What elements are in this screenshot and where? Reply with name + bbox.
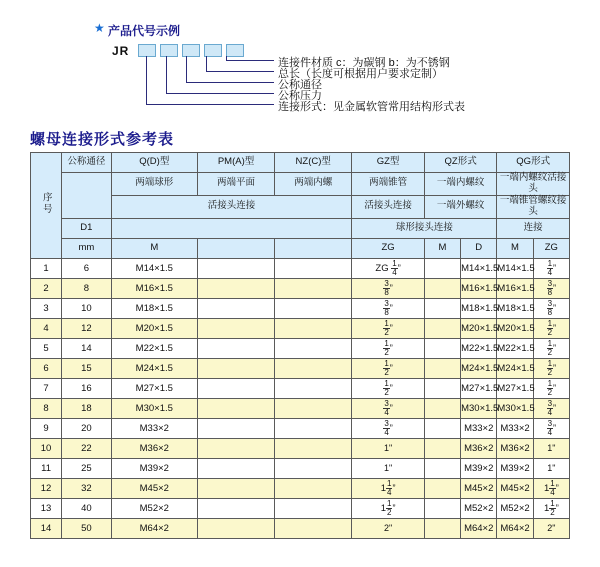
header-pma: PM(A)型 (197, 153, 274, 173)
cell-seq: 11 (31, 458, 62, 478)
cell-qg-m: M24×1.5 (497, 358, 533, 378)
legend-connection: 连接形式：见金属软管常用结构形式表 (278, 101, 465, 113)
cell-qg-m: M52×2 (497, 498, 533, 518)
cell-gz: $\frac{3}{4}$ ” (352, 398, 425, 418)
cell-nzc (275, 358, 352, 378)
cell-nzc (275, 438, 352, 458)
cell-qd: M27×1.5 (111, 378, 197, 398)
cell-nzc (275, 378, 352, 398)
cell-pma (197, 518, 274, 538)
cell-seq: 9 (31, 418, 62, 438)
table-row (31, 418, 570, 438)
table-row (31, 298, 570, 318)
cell-dn: 18 (62, 398, 112, 418)
table-row (31, 258, 570, 278)
cell-qg-zg: $\frac{1}{4}$ ” (533, 258, 569, 278)
header-qd: Q(D)型 (111, 153, 197, 173)
cell-dn: 10 (62, 298, 112, 318)
cell-qz-d: M45×2 (461, 478, 497, 498)
diagram-title: 产品代号示例 (108, 24, 181, 38)
table-row (31, 278, 570, 298)
cell-seq: 1 (31, 258, 62, 278)
header-unit-m2: M (424, 238, 460, 258)
header-connect: 连接 (497, 218, 570, 238)
cell-dn: 15 (62, 358, 112, 378)
cell-qz-m (424, 338, 460, 358)
leader-line-h4 (166, 93, 274, 94)
cell-gz: 1" (352, 458, 425, 478)
cell-dn: 50 (62, 518, 112, 538)
cell-qg-m: M27×1.5 (497, 378, 533, 398)
code-boxes (138, 44, 244, 57)
header-d1: D1 (62, 218, 112, 238)
leader-line-v4 (206, 56, 207, 72)
cell-dn: 12 (62, 318, 112, 338)
legend-pressure: 公称压力 (278, 90, 322, 102)
cell-qg-m: M20×1.5 (497, 318, 533, 338)
cell-qz-m (424, 298, 460, 318)
header-pma-sub: 两端平面 (197, 173, 274, 196)
cell-qz-m (424, 498, 460, 518)
cell-qg-m: M64×2 (497, 518, 533, 538)
header-dn-blank (62, 173, 112, 219)
cell-qg-zg: 2" (533, 518, 569, 538)
code-prefix: JR (112, 44, 130, 58)
cell-dn: 25 (62, 458, 112, 478)
cell-qg-zg: $\frac{3}{4}$ ” (533, 398, 569, 418)
leader-line-h2 (206, 71, 274, 72)
header-seq: 序号 (31, 153, 62, 259)
cell-nzc (275, 478, 352, 498)
cell-qd: M22×1.5 (111, 338, 197, 358)
cell-dn: 8 (62, 278, 112, 298)
cell-pma (197, 358, 274, 378)
cell-pma (197, 258, 274, 278)
cell-qg-m: M45×2 (497, 478, 533, 498)
cell-nzc (275, 498, 352, 518)
cell-qg-m: M14×1.5 (497, 258, 533, 278)
cell-pma (197, 318, 274, 338)
cell-qd: M36×2 (111, 438, 197, 458)
cell-qg-zg: 1 $\frac{1}{2}$ ” (533, 498, 569, 518)
header-unit-d: D (461, 238, 497, 258)
cell-qz-m (424, 458, 460, 478)
cell-seq: 4 (31, 318, 62, 338)
cell-gz: $\frac{3}{8}$ ” (352, 278, 425, 298)
cell-pma (197, 478, 274, 498)
leader-line-v3 (186, 56, 187, 83)
header-outer-thread: 一端外螺纹 (424, 195, 497, 218)
table-row (31, 438, 570, 458)
cell-qg-m: M18×1.5 (497, 298, 533, 318)
cell-qz-m (424, 278, 460, 298)
cell-gz: 1" (352, 438, 425, 458)
code-box-2 (160, 44, 178, 57)
cell-dn: 22 (62, 438, 112, 458)
cell-dn: 14 (62, 338, 112, 358)
cell-qz-d: M39×2 (461, 458, 497, 478)
product-code-diagram (0, 0, 600, 118)
cell-pma (197, 398, 274, 418)
cell-seq: 2 (31, 278, 62, 298)
cell-qz-m (424, 438, 460, 458)
cell-qg-zg: $\frac{1}{2}$ ” (533, 378, 569, 398)
cell-qz-m (424, 378, 460, 398)
header-unit-mm: mm (62, 238, 112, 258)
header-row-2 (31, 173, 570, 196)
table-row (31, 518, 570, 538)
cell-seq: 7 (31, 378, 62, 398)
cell-qg-m: M33×2 (497, 418, 533, 438)
cell-seq: 10 (31, 438, 62, 458)
cell-qd: M18×1.5 (111, 298, 197, 318)
code-box-3 (182, 44, 200, 57)
cell-nzc (275, 398, 352, 418)
cell-qz-m (424, 258, 460, 278)
nut-connection-table (30, 152, 570, 539)
cell-qg-zg: $\frac{3}{8}$ ” (533, 298, 569, 318)
cell-qg-zg: $\frac{3}{8}$ ” (533, 278, 569, 298)
cell-gz: $\frac{3}{8}$ ” (352, 298, 425, 318)
cell-gz: $\frac{1}{2}$ ” (352, 378, 425, 398)
legend-length: 总长（长度可根据用户要求定制） (278, 68, 443, 80)
table-row (31, 398, 570, 418)
cell-gz: $\frac{1}{2}$ ” (352, 358, 425, 378)
cell-qg-m: M22×1.5 (497, 338, 533, 358)
header-row-3 (31, 195, 570, 218)
header-blank-4 (111, 218, 352, 238)
table-row (31, 318, 570, 338)
header-union-connect-2: 活接头连接 (352, 195, 425, 218)
header-row-1 (31, 153, 570, 173)
cell-seq: 8 (31, 398, 62, 418)
header-nzc-sub: 两端内螺 (275, 173, 352, 196)
cell-nzc (275, 338, 352, 358)
header-unit-m3: M (497, 238, 533, 258)
cell-qz-d: M52×2 (461, 498, 497, 518)
cell-qd: M64×2 (111, 518, 197, 538)
cell-seq: 14 (31, 518, 62, 538)
cell-qg-zg: 1 $\frac{1}{4}$ ” (533, 478, 569, 498)
cell-qz-d: M14×1.5 (461, 258, 497, 278)
cell-qg-m: M30×1.5 (497, 398, 533, 418)
cell-gz: 1 $\frac{1}{4}$ ” (352, 478, 425, 498)
header-dn: 公称通径 (62, 153, 112, 173)
cell-nzc (275, 518, 352, 538)
cell-nzc (275, 278, 352, 298)
header-unit-zg2: ZG (533, 238, 569, 258)
cell-qg-zg: 1" (533, 458, 569, 478)
cell-qd: M24×1.5 (111, 358, 197, 378)
cell-dn: 32 (62, 478, 112, 498)
legend-diameter: 公称通径 (278, 79, 322, 91)
cell-qz-d: M18×1.5 (461, 298, 497, 318)
code-box-1 (138, 44, 156, 57)
header-unit-blank1 (197, 238, 274, 258)
table-row (31, 378, 570, 398)
header-gz-sub: 两端锥管 (352, 173, 425, 196)
cell-nzc (275, 258, 352, 278)
cell-qz-d: M33×2 (461, 418, 497, 438)
cell-nzc (275, 458, 352, 478)
header-taper-thread: 一端锥管螺纹接头 (497, 195, 570, 218)
header-gz: GZ型 (352, 153, 425, 173)
cell-seq: 3 (31, 298, 62, 318)
header-unit-blank2 (275, 238, 352, 258)
header-qg: QG形式 (497, 153, 570, 173)
table-body (31, 258, 570, 538)
cell-qz-m (424, 418, 460, 438)
cell-nzc (275, 298, 352, 318)
cell-qd: M14×1.5 (111, 258, 197, 278)
cell-gz: 1 $\frac{1}{2}$ ” (352, 498, 425, 518)
cell-nzc (275, 318, 352, 338)
cell-qd: M16×1.5 (111, 278, 197, 298)
cell-nzc (275, 418, 352, 438)
header-row-5 (31, 238, 570, 258)
cell-gz: ZG $\frac{1}{4}$ ” (352, 258, 425, 278)
cell-qd: M45×2 (111, 478, 197, 498)
table-row (31, 478, 570, 498)
cell-qg-m: M36×2 (497, 438, 533, 458)
cell-pma (197, 278, 274, 298)
header-ball-connect: 球形接头连接 (352, 218, 497, 238)
leader-line-h1 (226, 60, 274, 61)
cell-qz-d: M36×2 (461, 438, 497, 458)
cell-qz-d: M30×1.5 (461, 398, 497, 418)
cell-qz-d: M64×2 (461, 518, 497, 538)
cell-qd: M39×2 (111, 458, 197, 478)
cell-pma (197, 498, 274, 518)
leader-line-v1 (146, 56, 147, 105)
leader-line-v2 (166, 56, 167, 94)
header-qz-sub: 一端内螺纹 (424, 173, 497, 196)
cell-qz-d: M22×1.5 (461, 338, 497, 358)
cell-dn: 40 (62, 498, 112, 518)
table-row (31, 338, 570, 358)
cell-qz-m (424, 478, 460, 498)
table-row (31, 358, 570, 378)
cell-gz: $\frac{1}{2}$ ” (352, 318, 425, 338)
cell-pma (197, 458, 274, 478)
cell-pma (197, 438, 274, 458)
cell-qg-zg: $\frac{3}{4}$ ” (533, 418, 569, 438)
header-qz: QZ形式 (424, 153, 497, 173)
cell-seq: 6 (31, 358, 62, 378)
table-row (31, 498, 570, 518)
cell-qz-d: M24×1.5 (461, 358, 497, 378)
cell-qd: M30×1.5 (111, 398, 197, 418)
header-union-connect: 活接头连接 (111, 195, 352, 218)
cell-qz-m (424, 318, 460, 338)
cell-qz-d: M27×1.5 (461, 378, 497, 398)
cell-seq: 5 (31, 338, 62, 358)
cell-qz-m (424, 518, 460, 538)
cell-qz-m (424, 358, 460, 378)
cell-seq: 12 (31, 478, 62, 498)
header-qg-sub: 一端内螺纹活接头 (497, 173, 570, 196)
cell-qd: M33×2 (111, 418, 197, 438)
cell-qg-zg: $\frac{1}{2}$ ” (533, 318, 569, 338)
cell-qz-m (424, 398, 460, 418)
section-title: 螺母连接形式参考表 (30, 131, 175, 148)
cell-pma (197, 298, 274, 318)
table-header (31, 153, 570, 259)
header-nzc: NZ(C)型 (275, 153, 352, 173)
cell-qg-zg: 1" (533, 438, 569, 458)
cell-dn: 20 (62, 418, 112, 438)
cell-qz-d: M16×1.5 (461, 278, 497, 298)
cell-qg-zg: $\frac{1}{2}$ ” (533, 338, 569, 358)
cell-pma (197, 338, 274, 358)
cell-qz-d: M20×1.5 (461, 318, 497, 338)
cell-qd: M20×1.5 (111, 318, 197, 338)
cell-qg-zg: $\frac{1}{2}$ ” (533, 358, 569, 378)
leader-line-h3 (186, 82, 274, 83)
cell-qd: M52×2 (111, 498, 197, 518)
cell-pma (197, 378, 274, 398)
cell-gz: $\frac{1}{2}$ ” (352, 338, 425, 358)
cell-qg-m: M16×1.5 (497, 278, 533, 298)
legend-material: 连接件材质 c：为碳钢 b：为不锈钢 (278, 57, 450, 69)
cell-seq: 13 (31, 498, 62, 518)
leader-line-h5 (146, 104, 274, 105)
table-row (31, 458, 570, 478)
header-qd-sub: 两端球形 (111, 173, 197, 196)
cell-dn: 16 (62, 378, 112, 398)
cell-dn: 6 (62, 258, 112, 278)
star-icon: ★ (94, 21, 105, 35)
code-box-5 (226, 44, 244, 57)
cell-pma (197, 418, 274, 438)
header-unit-m1: M (111, 238, 197, 258)
cell-gz: $\frac{3}{4}$ ” (352, 418, 425, 438)
cell-qg-m: M39×2 (497, 458, 533, 478)
cell-gz: 2" (352, 518, 425, 538)
header-unit-zg1: ZG (352, 238, 425, 258)
header-row-4 (31, 218, 570, 238)
